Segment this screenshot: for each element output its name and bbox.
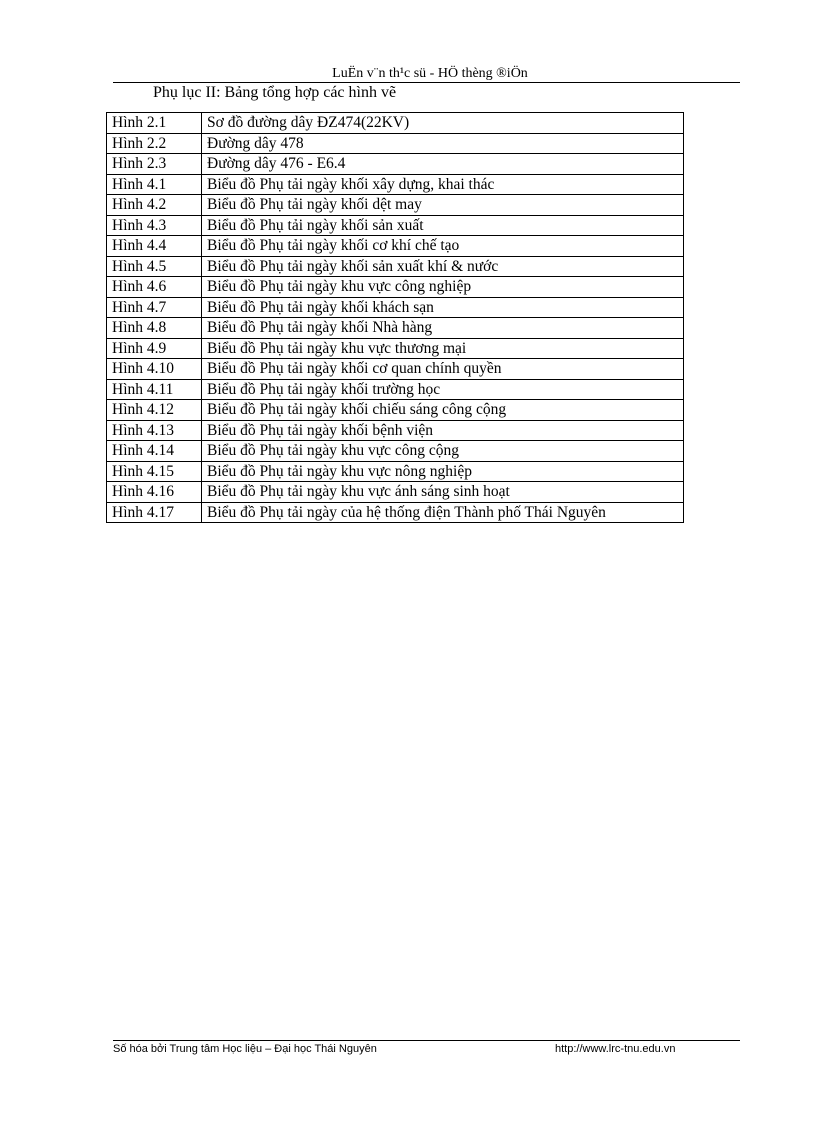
figure-number-cell: Hình 4.2 (107, 195, 202, 216)
table-row (107, 400, 684, 421)
figure-description-cell: Biểu đồ Phụ tải ngày khối Nhà hàng (202, 318, 684, 339)
figure-description-cell: Biểu đồ Phụ tải ngày khu vực ánh sáng sinh hoạt (202, 482, 684, 503)
figure-description-cell: Biểu đồ Phụ tải ngày của hệ thống điện Thành phố Thái Nguyên (202, 502, 684, 523)
figure-description-cell: Biểu đồ Phụ tải ngày khối khách sạn (202, 297, 684, 318)
table-row (107, 482, 684, 503)
table-row (107, 133, 684, 154)
table-row (107, 338, 684, 359)
table-row (107, 236, 684, 257)
figure-description-cell: Biểu đồ Phụ tải ngày khu vực nông nghiệp (202, 461, 684, 482)
table-row (107, 195, 684, 216)
table-row (107, 359, 684, 380)
figure-number-cell: Hình 4.7 (107, 297, 202, 318)
figure-description-cell: Biểu đồ Phụ tải ngày khu vực công cộng (202, 441, 684, 462)
figure-description-cell: Biểu đồ Phụ tải ngày khối xây dựng, khai thác (202, 174, 684, 195)
figure-number-cell: Hình 4.1 (107, 174, 202, 195)
figure-description-cell: Biểu đồ Phụ tải ngày khu vực thương mại (202, 338, 684, 359)
table-row (107, 277, 684, 298)
table-row (107, 154, 684, 175)
figure-description-cell: Biểu đồ Phụ tải ngày khối sản xuất (202, 215, 684, 236)
table-row (107, 420, 684, 441)
footer-url: http://www.lrc-tnu.edu.vn (555, 1043, 676, 1055)
figure-number-cell: Hình 2.3 (107, 154, 202, 175)
figure-number-cell: Hình 4.5 (107, 256, 202, 277)
figure-number-cell: Hình 4.17 (107, 502, 202, 523)
figure-number-cell: Hình 4.9 (107, 338, 202, 359)
figure-description-cell: Biểu đồ Phụ tải ngày khối trường học (202, 379, 684, 400)
figure-number-cell: Hình 4.13 (107, 420, 202, 441)
figure-description-cell: Đường dây 478 (202, 133, 684, 154)
figures-table (106, 112, 684, 523)
table-row (107, 379, 684, 400)
table-row (107, 461, 684, 482)
table-row (107, 174, 684, 195)
table-row (107, 256, 684, 277)
figure-number-cell: Hình 4.14 (107, 441, 202, 462)
figure-number-cell: Hình 4.8 (107, 318, 202, 339)
page-header-title: LuËn v¨n th¹c sü - HÖ thèng ®iÖn (332, 66, 528, 81)
footer-divider (113, 1040, 740, 1041)
figure-description-cell: Biểu đồ Phụ tải ngày khối chiếu sáng công cộng (202, 400, 684, 421)
figure-number-cell: Hình 4.3 (107, 215, 202, 236)
figure-description-cell: Biểu đồ Phụ tải ngày khu vực công nghiệp (202, 277, 684, 298)
table-row (107, 297, 684, 318)
figure-number-cell: Hình 2.1 (107, 113, 202, 134)
figure-number-cell: Hình 4.11 (107, 379, 202, 400)
figure-description-cell: Biểu đồ Phụ tải ngày khối sản xuất khí & nước (202, 256, 684, 277)
figure-number-cell: Hình 4.10 (107, 359, 202, 380)
figure-number-cell: Hình 4.12 (107, 400, 202, 421)
figure-description-cell: Biểu đồ Phụ tải ngày khối dệt may (202, 195, 684, 216)
table-row (107, 318, 684, 339)
figure-description-cell: Sơ đồ đường dây ĐZ474(22KV) (202, 113, 684, 134)
figure-description-cell: Biểu đồ Phụ tải ngày khối bệnh viện (202, 420, 684, 441)
figure-number-cell: Hình 4.6 (107, 277, 202, 298)
figure-description-cell: Biểu đồ Phụ tải ngày khối cơ khí chế tạo (202, 236, 684, 257)
figure-description-cell: Biểu đồ Phụ tải ngày khối cơ quan chính quyền (202, 359, 684, 380)
table-row (107, 441, 684, 462)
table-row (107, 502, 684, 523)
section-title: Phụ lục II: Bảng tổng hợp các hình vẽ (153, 84, 397, 101)
figure-number-cell: Hình 2.2 (107, 133, 202, 154)
table-row (107, 113, 684, 134)
figure-number-cell: Hình 4.4 (107, 236, 202, 257)
table-row (107, 215, 684, 236)
figure-description-cell: Đường dây 476 - E6.4 (202, 154, 684, 175)
figure-number-cell: Hình 4.16 (107, 482, 202, 503)
header-divider (113, 82, 740, 83)
footer-source-text: Số hóa bởi Trung tâm Học liệu – Đại học Thái Nguyên (113, 1043, 377, 1055)
figure-number-cell: Hình 4.15 (107, 461, 202, 482)
figures-table-body (107, 113, 684, 523)
